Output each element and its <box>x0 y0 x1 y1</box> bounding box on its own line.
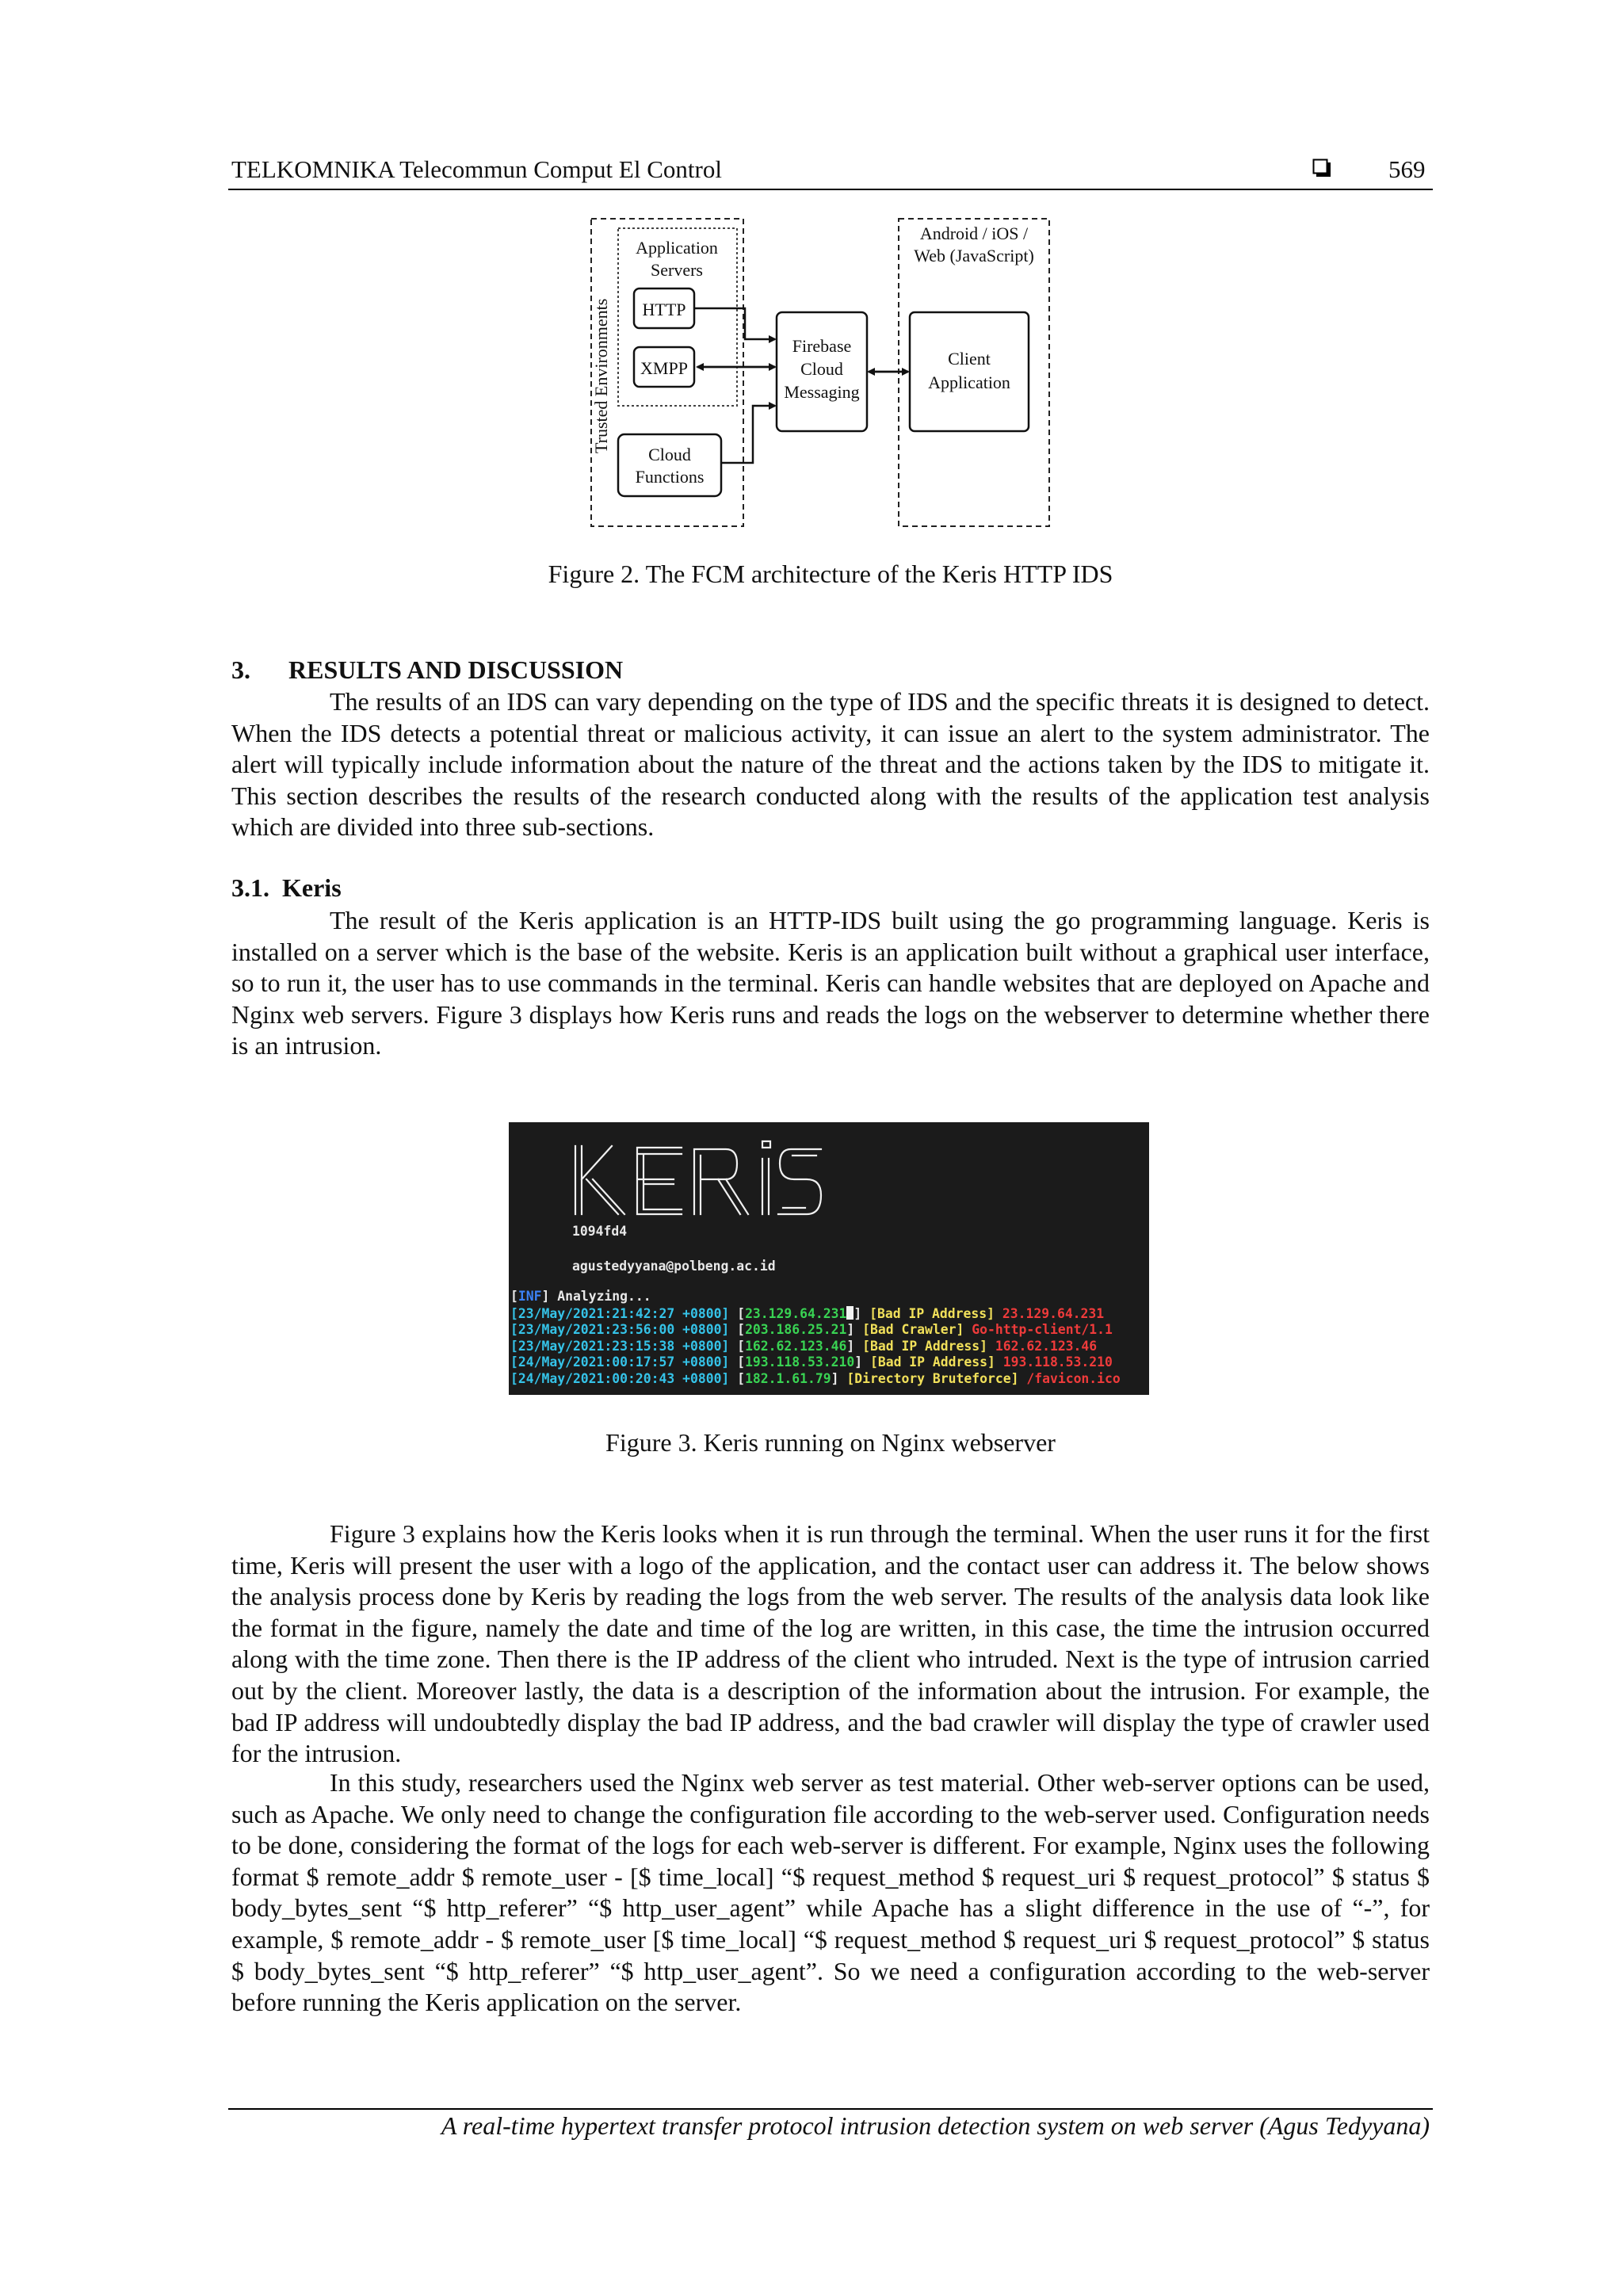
log-timestamp: [24/May/2021:00:20:43 +0800] <box>510 1370 730 1386</box>
log-ip: 162.62.123.46 <box>745 1338 847 1354</box>
log-type: [Bad IP Address] <box>869 1306 995 1321</box>
log-space <box>987 1339 995 1354</box>
log-bracket-open: [ <box>729 1306 746 1321</box>
section31-paragraph: The result of the Keris application is an HTTP-IDS built using the go programming language. Keris is installed on a server which is the base of the website. Keris is an application built without a graphical user interface, so to run it, the user has to use commands in the terminal. Keris can handle websites that are deployed on Apache and Nginx web servers. Figure 3 displays how Keris runs and reads the logs on the webserver to determine whether there is an intrusion. <box>231 906 1430 1060</box>
terminal-contact: agustedyyana@polbeng.ac.id <box>572 1259 776 1274</box>
trusted-environments-label: Trusted Environments <box>591 298 611 453</box>
cloud-functions-label-2: Functions <box>635 467 705 487</box>
client-label-1: Client <box>948 349 991 369</box>
terminal-version: 1094fd4 <box>572 1224 628 1239</box>
cloud-functions-box <box>618 434 721 496</box>
keris-ascii-logo <box>571 1138 824 1222</box>
log-detail: 23.129.64.231 <box>1002 1306 1105 1321</box>
figure3-caption: Figure 3. Keris running on Nginx webserver <box>605 1428 1056 1457</box>
log-line <box>510 1354 1113 1370</box>
page-number: 569 <box>1388 155 1426 183</box>
terminal-screenshot <box>509 1122 1149 1395</box>
body-paragraph-3: Figure 3 explains how the Keris looks when it is run through the terminal. When the user runs it for the first time, Keris will present the user with a logo of the application, and the contact user can address it. The below shows the analysis process done by Keris by reading the logs from the web server. The results of the analysis data look like the format in the figure, namely the date and time of the log are written, in this case, the time the intrusion occurred along with the time zone. Then there is the IP address of the client who intruded. Next is the type of intrusion carried out by the client. Moreover lastly, the data is a description of the information about the intrusion. For example, the bad IP address will undoubtedly display the bad IP address, and the bad crawler will display the type of crawler used for the intrusion. <box>231 1519 1430 1768</box>
log-line <box>510 1339 1097 1354</box>
log-detail: Go-http-client/1.1 <box>972 1322 1113 1338</box>
log-bracket-close: ] <box>846 1338 863 1354</box>
log-line <box>510 1322 1113 1337</box>
header-rule <box>228 189 1433 190</box>
analyzing-text: Analyzing... <box>549 1289 651 1304</box>
inf-tag: INF <box>517 1289 542 1304</box>
fcm-label-3: Messaging <box>784 382 860 402</box>
terminal-analyzing-line: [INF] Analyzing... <box>510 1289 651 1304</box>
log-line <box>510 1306 1104 1321</box>
log-detail: /favicon.ico <box>1026 1370 1121 1386</box>
xmpp-label: XMPP <box>640 358 688 378</box>
log-space <box>964 1322 972 1337</box>
log-timestamp: [23/May/2021:23:15:38 +0800] <box>510 1338 730 1354</box>
log-space <box>995 1306 1002 1321</box>
footer-rule <box>228 2108 1433 2110</box>
running-head: TELKOMNIKA Telecommun Comput El Control <box>231 155 722 183</box>
log-type: [Bad Crawler] <box>862 1322 964 1338</box>
app-servers-label-1: Application <box>636 238 718 258</box>
terminal-cursor <box>846 1306 854 1320</box>
platform-label-1: Android / iOS / <box>919 223 1029 243</box>
log-detail: 162.62.123.46 <box>995 1338 1098 1354</box>
log-ip: 182.1.61.79 <box>745 1370 831 1386</box>
log-bracket-open: [ <box>729 1338 746 1354</box>
log-ip: 23.129.64.231 <box>745 1306 847 1321</box>
log-bracket-close: ] <box>846 1322 863 1338</box>
log-line <box>510 1371 1121 1386</box>
log-type: [Bad IP Address] <box>869 1354 995 1370</box>
log-timestamp: [23/May/2021:23:56:00 +0800] <box>510 1322 730 1338</box>
cloud-to-fcm-arrow <box>721 406 775 463</box>
client-application-box <box>910 312 1029 431</box>
log-detail: 193.118.53.210 <box>1002 1354 1113 1370</box>
log-ip: 203.186.25.21 <box>745 1322 847 1338</box>
figure2-caption: Figure 2. The FCM architecture of the Keris HTTP IDS <box>548 560 1113 588</box>
log-space <box>995 1354 1003 1370</box>
platform-label-2: Web (JavaScript) <box>914 246 1034 266</box>
log-bracket-close: ] <box>854 1354 870 1370</box>
fcm-architecture-diagram <box>590 216 1065 529</box>
client-label-2: Application <box>928 372 1010 392</box>
log-bracket-close: ] <box>831 1370 847 1386</box>
footer-text: A real-time hypertext transfer protocol intrusion detection system on web server (Agus Tedyyana) <box>441 2111 1430 2140</box>
body-paragraph-4: In this study, researchers used the Nginx web server as test material. Other web-server options can be used, such as Apache. We only need to change the configuration file according to the web-server used. Configuration needs to be done, considering the format of the logs for each web-server is different. For example, Nginx uses the following format $ remote_addr $ remote_user - [$ time_local] “$ request_method $ request_uri $ request_protocol” $ status $ body_bytes_sent “$ http_referer” “$ http_user_agent” while Apache has a slight difference in the use of “-”, for example, $ remote_addr - $ remote_user [$ time_local] “$ request_method $ request_uri $ request_protocol” $ status $ body_bytes_sent “$ http_referer” “$ http_user_agent”. So we need a configuration according to the web-server before running the Keris application on the server. <box>231 1768 1430 2017</box>
section31-heading: 3.1. Keris <box>231 873 342 902</box>
log-bracket-open: [ <box>729 1354 746 1370</box>
log-timestamp: [23/May/2021:21:42:27 +0800] <box>510 1306 730 1321</box>
section3-heading: 3. RESULTS AND DISCUSSION <box>231 655 624 684</box>
cloud-functions-label-1: Cloud <box>648 445 691 464</box>
log-bracket-open: [ <box>729 1370 746 1386</box>
http-label: HTTP <box>642 300 686 319</box>
log-space <box>1018 1371 1026 1386</box>
log-type: [Bad IP Address] <box>862 1338 987 1354</box>
http-to-fcm-arrow <box>694 308 775 339</box>
log-bracket-close: ] <box>854 1306 870 1321</box>
fcm-label-1: Firebase <box>792 336 852 356</box>
log-ip: 193.118.53.210 <box>745 1354 855 1370</box>
log-bracket-open: [ <box>729 1322 746 1338</box>
app-servers-label-2: Servers <box>651 260 703 280</box>
section3-paragraph: The results of an IDS can vary depending on the type of IDS and the specific threats it is designed to detect. When the IDS detects a potential threat or malicious activity, it can issue an alert to the system administrator. The alert will typically include information about the nature of the threat and the actions taken by the IDS to mitigate it. This section describes the results of the research conducted along with the results of the application test analysis which are divided into three sub-sections. <box>231 687 1430 842</box>
fcm-label-2: Cloud <box>800 359 843 379</box>
log-timestamp: [24/May/2021:00:17:57 +0800] <box>510 1354 730 1370</box>
checkbox-square-icon <box>1312 159 1331 178</box>
log-type: [Directory Bruteforce] <box>846 1370 1019 1386</box>
